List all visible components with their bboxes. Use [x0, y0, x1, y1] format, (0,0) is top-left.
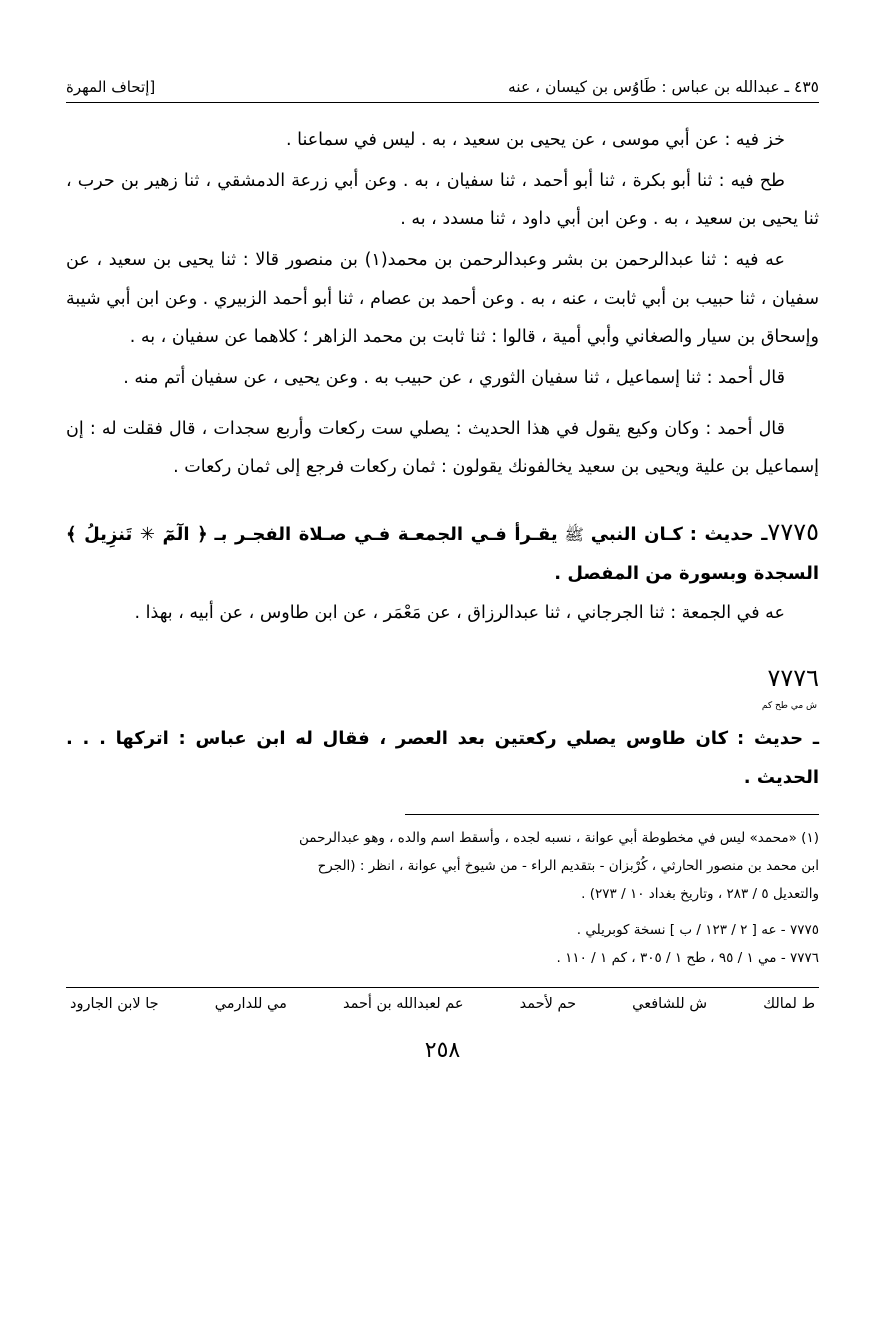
- quran-ayah: ﴿ الٓمٓ ✳ تَنزِيلُ ﴾: [66, 524, 208, 546]
- hadith-entry-7775: [66, 508, 819, 592]
- hadith-label-7776: ـ حديث :: [737, 728, 819, 750]
- footnote-divider: [405, 814, 819, 815]
- footnotes-list: [66, 825, 819, 972]
- footnote-line-2: ابن محمد بن منصور الحارثي ، كُرْبزان - بتقديم الراء - من شيوخ أبي عوانة ، انظر : (الجرح: [317, 857, 819, 874]
- hadith-text-after-ayah: السجدة وبسورة من المفصل .: [554, 563, 819, 585]
- symbol-legend-item: جا لابن الجارود: [70, 995, 159, 1012]
- symbol-legend-item: حم لأحمد: [519, 995, 577, 1012]
- footnote-line-1: (١) «محمد» ليس في مخطوطة أبي عوانة ، نسبه لجده ، وأسقط اسم والده ، وهو عبدالرحمن: [299, 830, 819, 847]
- paragraph-1: خز فيه : عن أبي موسى ، عن يحيى بن سعيد ، به . ليس في سماعنا .: [286, 130, 785, 150]
- symbol-legend-item: عم لعبدالله بن أحمد: [342, 995, 464, 1012]
- hadith-number-7776-value: ٧٧٧٦: [767, 664, 819, 693]
- hadith-text-before-sallam: كـان النبي: [590, 524, 683, 546]
- hadith-number-7776: [66, 664, 819, 712]
- sallallahu-alayhi-wasallam-icon: ﷺ: [564, 525, 584, 545]
- header-divider: [66, 102, 819, 103]
- header-left-title: [إتحاف المهرة: [66, 78, 156, 96]
- footnotes-section: [66, 814, 819, 972]
- hadith-label-7775: ـ حديث :: [689, 524, 768, 546]
- footnote-line-5: ٧٧٧٦ - مي ١ / ٩٥ ، طح ١ / ٣٠٥ ، كم ١ / ١١٠ .: [556, 949, 819, 966]
- hadith-7775-isnad: عه في الجمعة : ثنا الجرجاني ، ثنا عبدالرزاق ، عن مَعْمَر ، عن ابن طاوس ، عن أبيه ، بهذا .: [134, 603, 785, 624]
- hadith-entry-7776: [66, 654, 819, 796]
- page-body: [66, 121, 819, 796]
- symbol-legend-item: ش للشافعي: [632, 995, 708, 1012]
- page-number: ٢٥٨: [424, 1037, 461, 1063]
- paragraph-3: عه فيه : ثنا عبدالرحمن بن بشر وعبدالرحمن بن محمد(١) بن منصور قالا : ثنا يحيى بن سعيد ، عن سفيان ، ثنا حبيب بن أبي ثابت ، عنه ، به . وعن أحمد بن عصام ، ثنا أبو أحمد الزبيري . وعن ابن أبي شيبة وإسحاق بن سيار والصغاني وأبي أمية ، قالوا : ثنا ثابت بن محمد الزاهر ؛ كلاهما عن سفيان ، به .: [66, 250, 819, 347]
- hadith-text-after-sallam: يقـرأ فـي الجمعـة فـي صـلاة الفجـر بـ: [214, 524, 558, 546]
- hadith-7776-source-note: ش مي طح كم: [761, 701, 817, 712]
- paragraph-5: قال أحمد : وكان وكيع يقول في هذا الحديث : يصلي ست ركعات وأربع سجدات ، قال فقلت له : إن إسماعيل بن علية ويحيى بن سعيد يخالفونك يقولون : ثمان ركعات فرجع إلى ثمان ركعات .: [66, 418, 819, 478]
- symbols-legend-bar: [66, 996, 819, 1012]
- footnote-line-4: ٧٧٧٥ - عه [ ٢ / ١٢٣ / ب ] نسخة كوبريلي .: [576, 922, 819, 939]
- page-header: [66, 78, 819, 96]
- footnote-line-3: والتعديل ٥ / ٢٨٣ ، وتاريخ بغداد ١٠ / ٢٧٣) .: [581, 885, 819, 902]
- header-right-title: ٤٣٥ ـ عبدالله بن عباس : طَاوُس بن كيسان ، عنه: [507, 78, 819, 96]
- hadith-text-7776: كان طاوس يصلي ركعتين بعد العصر ، فقال له ابن عباس : اتركها . . . الحديث .: [66, 728, 819, 789]
- bottom-divider: [66, 987, 819, 988]
- symbol-legend-item: ط لمالك: [763, 995, 815, 1012]
- paragraph-2: طح فيه : ثنا أبو بكرة ، ثنا أبو أحمد ، ثنا سفيان ، به . وعن أبي زرعة الدمشقي ، ثنا زهير بن حرب ، ثنا يحيى بن سعيد ، به . وعن ابن أبي داود ، ثنا مسدد ، به .: [66, 171, 819, 230]
- symbol-legend-item: مي للدارمي: [214, 995, 287, 1012]
- hadith-number-7775: ٧٧٧٥: [767, 518, 819, 547]
- paragraph-4: قال أحمد : ثنا إسماعيل ، ثنا سفيان الثوري ، عن حبيب به . وعن يحيى ، عن سفيان أتم منه .: [123, 367, 785, 388]
